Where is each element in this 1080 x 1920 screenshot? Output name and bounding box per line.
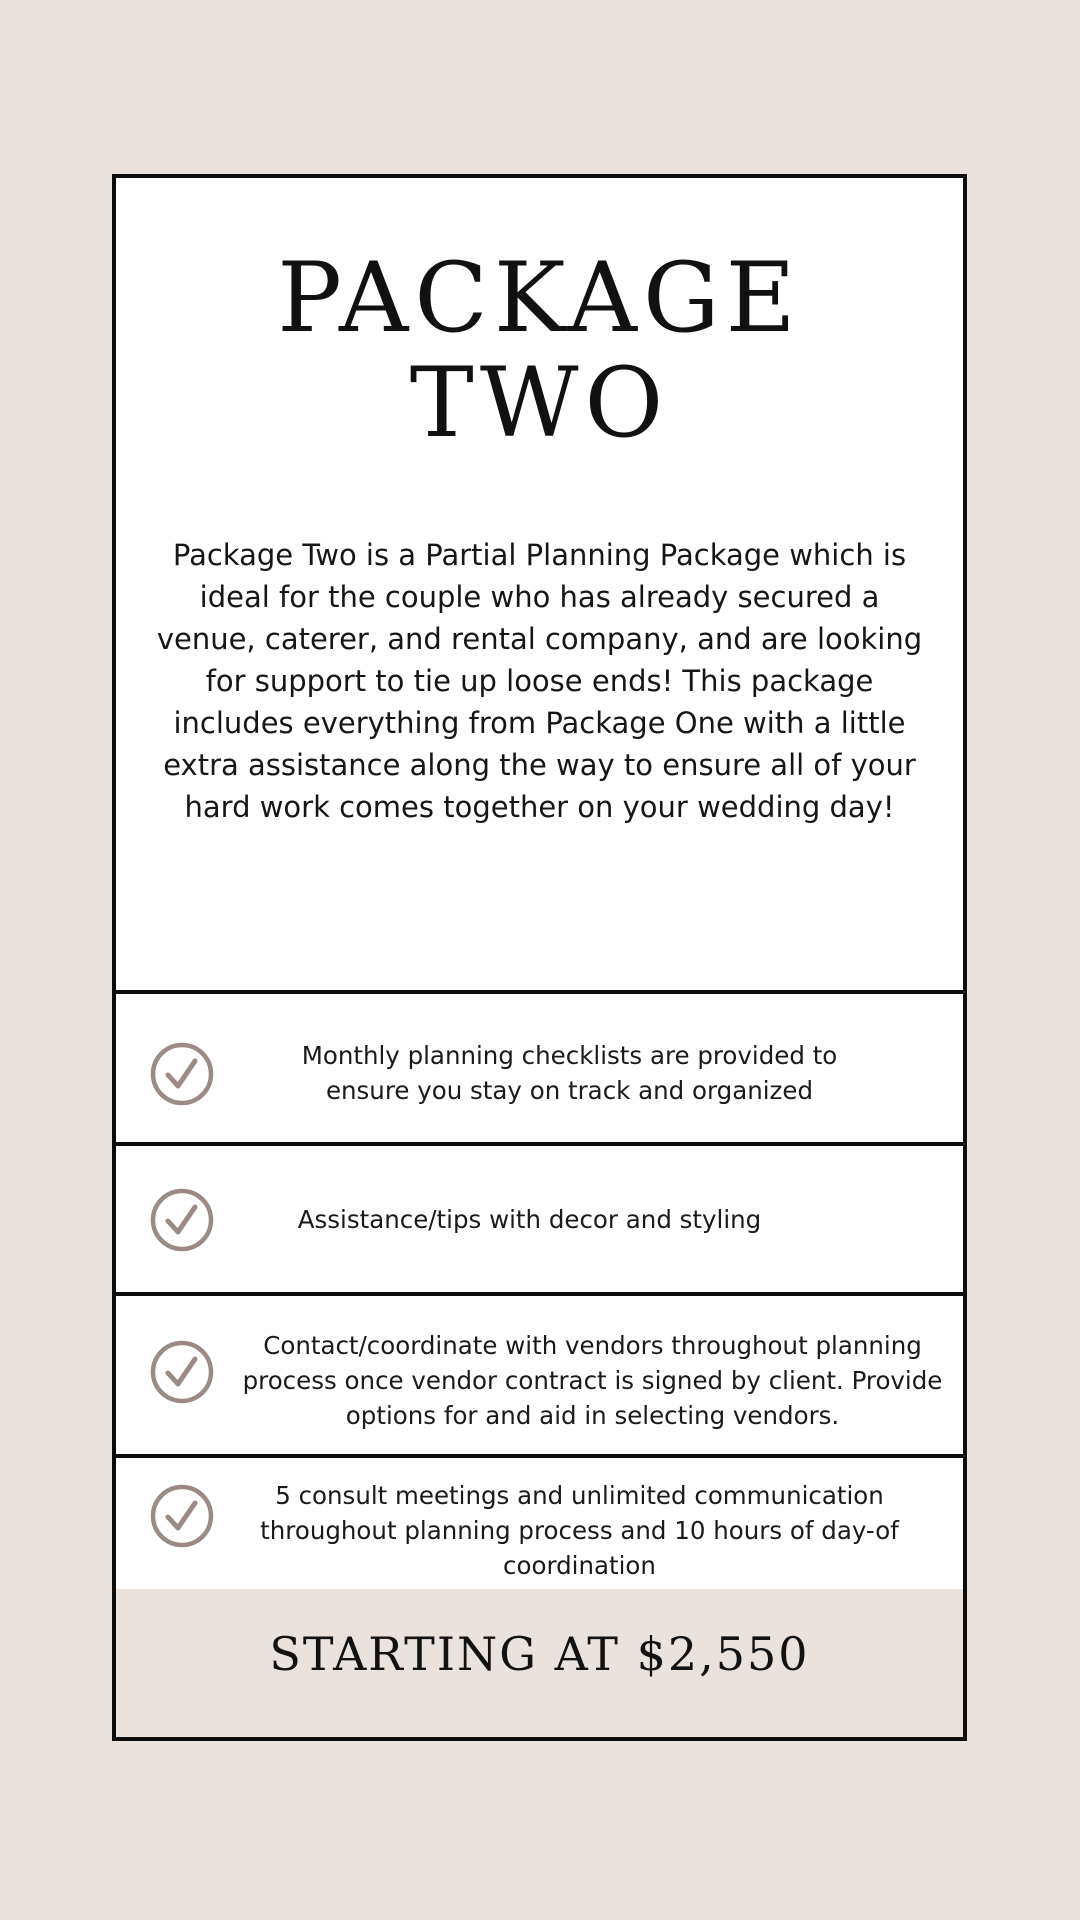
check-circle-icon	[150, 1484, 214, 1548]
price-label: STARTING AT $2,550	[269, 1627, 810, 1681]
package-title-line-1: PACKAGE	[277, 242, 802, 354]
feature-row	[116, 990, 963, 1142]
feature-row	[116, 1292, 963, 1454]
package-title	[116, 242, 963, 459]
feature-row	[116, 1142, 963, 1292]
check-circle-icon	[150, 1188, 214, 1252]
feature-text: Contact/coordinate with vendors throughout planning process once vendor contract is signed by client. Provide options for and aid in selecting vendors.	[242, 1331, 943, 1430]
check-circle-icon	[150, 1042, 214, 1106]
feature-row	[116, 1454, 963, 1597]
check-circle-icon	[150, 1340, 214, 1404]
package-description: Package Two is a Partial Planning Package which is ideal for the couple who has already secured a venue, caterer, and rental company, and are looking for support to tie up loose ends! This package includes everything from Package One with a little extra assistance along the way to ensure all of your hard work comes together on your wedding day!	[156, 538, 923, 824]
package-card	[112, 174, 967, 1741]
feature-text: Monthly planning checklists are provided to ensure you stay on track and organized	[301, 1041, 838, 1105]
feature-text: 5 consult meetings and unlimited communication throughout planning process and 10 hours of day-of coordination	[260, 1481, 899, 1580]
feature-text: Assistance/tips with decor and styling	[297, 1205, 762, 1234]
package-title-line-2: TWO	[409, 347, 670, 459]
price-box	[116, 1589, 963, 1737]
